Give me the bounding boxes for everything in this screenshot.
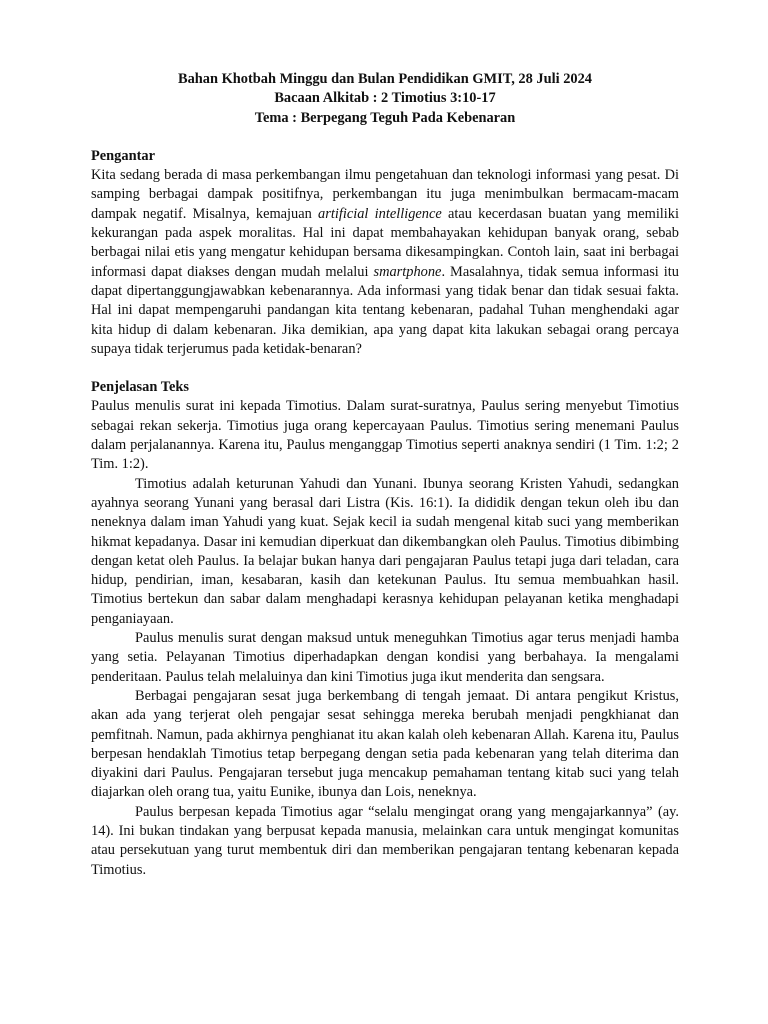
penjelasan-paragraph-1: Paulus menulis surat ini kepada Timotius. Dalam surat-suratnya, Paulus sering menyebut Timotius sebagai rekan sekerja. Timotius juga orang kepercayaan Paulus. Timotius sering menemani Paulus dalam perjalanannya. Karena itu, Paulus menganggap Timotius seperti anaknya sendiri (1 Tim. 1:2; 2 Tim. 1:2). [91,398,679,473]
pengantar-italic-smartphone: smartphone [373,263,442,280]
pengantar-text-1: Kita sedang berada di masa perkembangan ilmu pengetahuan dan teknologi informasi yang pesat. Di samping berbagai dampak positifnya, perkembangan itu juga menimbulkan bermacam-macam dampak negatif. Misalnya, kemajuan [91,167,679,222]
document-title: Bahan Khotbah Minggu dan Bulan Pendidikan GMIT, 28 Juli 2024 [178,71,592,87]
section-heading-penjelasan: Penjelasan Teks [91,379,189,396]
scripture-reading: Bacaan Alkitab : 2 Timotius 3:10-17 [274,90,496,107]
pengantar-text-2: atau kecerdasan buatan yang memiliki kekurangan pada aspek moralitas. Hal ini dapat membahayakan kehidupan banyak orang, sebab berbagai nilai etis yang mengatur kehidupan bersama dikesampingkan. Contoh lain, saat ini berbagai informasi dapat diakses dengan mudah melalui [91,205,680,280]
spacer [91,359,679,378]
penjelasan-paragraph-5: Paulus berpesan kepada Timotius agar “selalu mengingat orang yang mengajarkannya” (ay. 14). Ini bukan tindakan yang berpusat kepada manusia, melainkan cara untuk mengingat komunitas atau persekutuan yang turut membentuk diri dan memberikan pengajaran tentang kebenaran kepada Timotius. [91,803,679,878]
penjelasan-paragraph-2: Timotius adalah keturunan Yahudi dan Yunani. Ibunya seorang Kristen Yahudi, sedangkan ayahnya seorang Yunani yang berasal dari Listra (Kis. 16:1). Ia dididik dengan tekun oleh ibu dan neneknya dalam iman Yahudi yang kuat. Sejak kecil ia sudah mengenal kitab suci yang memberikan hikmat kepadanya. Dasar ini kemudian diperkuat dan dikembangkan oleh Paulus. Timotius dibimbing dengan ketat oleh Paulus. Ia belajar bukan hanya dari pengajaran Paulus tetapi juga dari teladan, cara hidup, pendirian, iman, kesabaran, kasih dan ketekunan Paulus. Itu semua membuahkan hasil. Timotius bertekun dan sabar dalam menghadapi kerasnya kehidupan pelayanan ketika menghadapi penganiayaan. [91,475,679,627]
penjelasan-paragraph-3: Paulus menulis surat dengan maksud untuk meneguhkan Timotius agar terus menjadi hamba yang setia. Pelayanan Timotius diperhadapkan dengan kondisi yang berbahaya. Ia mengalami penderitaan. Paulus telah melaluinya dan kini Timotius juga ikut menderita dan sengsara. [91,630,679,685]
document-header [91,70,679,128]
spacer [91,128,679,147]
sermon-theme: Tema : Berpegang Teguh Pada Kebenaran [254,109,516,126]
document-page [91,70,679,880]
penjelasan-paragraph-4: Berbagai pengajaran sesat juga berkembang di tengah jemaat. Di antara pengikut Kristus, akan ada yang terjerat oleh pengajar sesat sehingga mereka berubah menjadi pengkhianat dan pemfitnah. Namun, pada akhirnya penghianat itu akan kalah oleh kebenaran Allah. Karena itu, Paulus berpesan hendaklah Timotius tetap berpegang dengan setia pada kebenaran yang telah diterima dan diyakini dari Paulus. Pengajaran tersebut juga mencakup pemahaman tentang kitab suci yang telah diajarkan oleh orang tua, yaitu Eunike, ibunya dan Lois, neneknya. [91,687,679,801]
pengantar-paragraph [91,166,679,359]
pengantar-italic-ai: artificial intelligence [318,205,442,222]
section-heading-pengantar: Pengantar [91,147,155,164]
pengantar-text-3: . Masalahnya, tidak semua informasi itu dapat dipertanggungjawabkan kebenarannya. Ada informasi yang tidak benar dan tidak sesuai fakta. Hal ini dapat mempengaruhi pandangan kita tentang kebenaran, padahal Tuhan menghendaki agar kita hidup di dalam kebenaran. Jika demikian, apa yang dapat kita lakukan sebagai orang percaya supaya tidak terjerumus pada ketidak-benaran? [91,263,679,357]
